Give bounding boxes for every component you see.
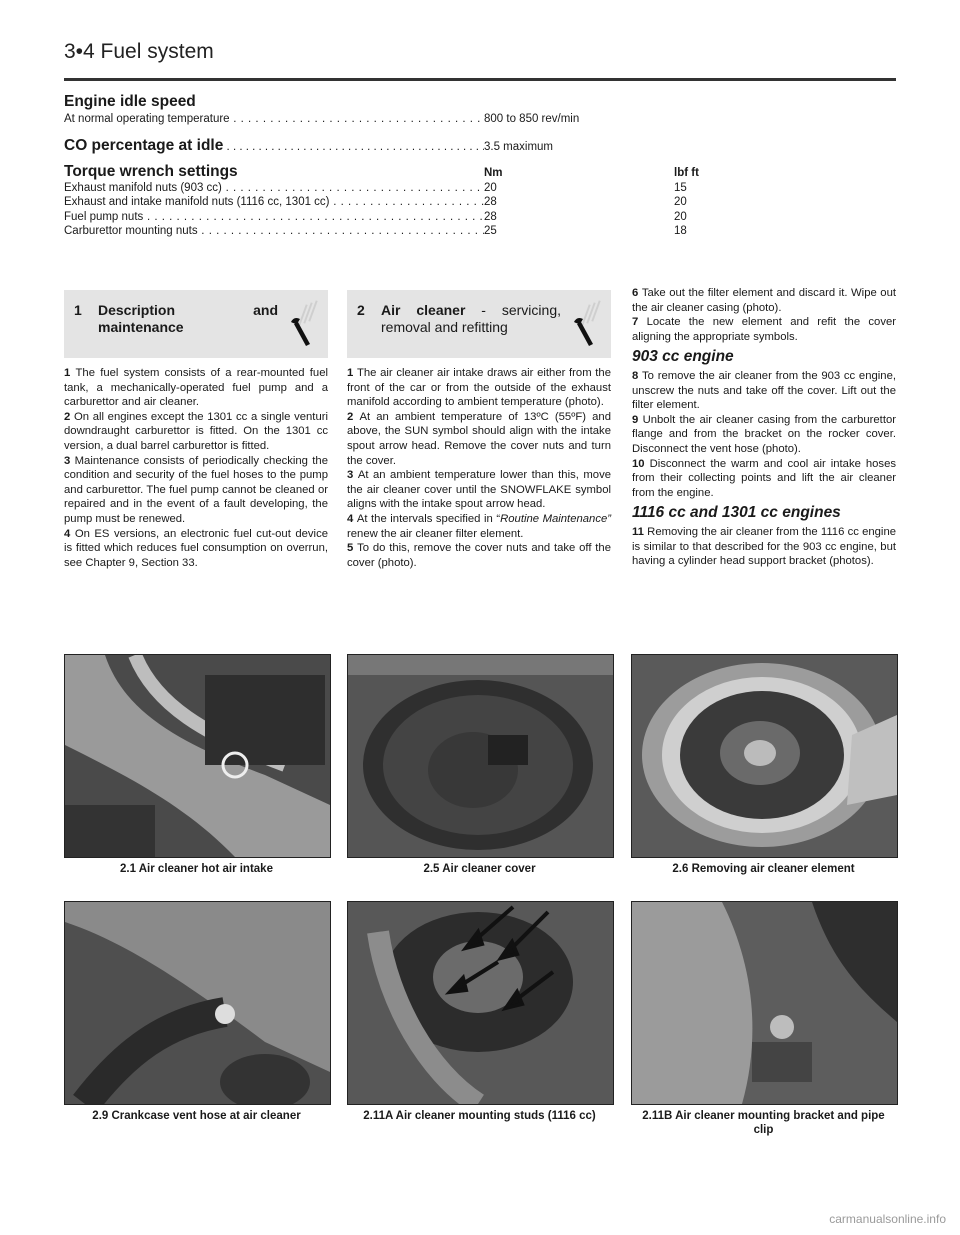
section-number: 2 bbox=[357, 302, 365, 318]
torque-lbf: 20 bbox=[674, 196, 687, 208]
photo-caption: 2.6 Removing air cleaner element bbox=[672, 863, 855, 875]
torque-heading: Torque wrench settings bbox=[64, 162, 238, 180]
photo-hot-air-intake bbox=[64, 654, 331, 858]
photo-caption: 2.1 Air cleaner hot air intake bbox=[120, 863, 273, 875]
torque-label: Fuel pump nuts . . . bbox=[64, 210, 484, 225]
photo-caption: 2.5 Air cleaner cover bbox=[423, 863, 536, 875]
torque-label: Exhaust and intake manifold nuts (1116 cc, 1301 cc) . . . bbox=[64, 195, 484, 210]
photo-crankcase-vent-hose bbox=[64, 901, 331, 1105]
column-1 bbox=[64, 290, 328, 570]
subheading-903: 903 cc engine bbox=[632, 348, 734, 366]
header-rule bbox=[64, 78, 896, 81]
torque-row bbox=[64, 210, 896, 225]
torque-nm: 25 bbox=[484, 225, 497, 237]
spec-label: At normal operating temperature . . . bbox=[64, 112, 484, 127]
torque-row bbox=[64, 181, 896, 196]
photo-caption: 2.11B Air cleaner mounting bracket and pipe clip bbox=[642, 1110, 885, 1136]
spec-row bbox=[64, 112, 896, 127]
paragraph: 1 The fuel system consists of a rear-mounted fuel tank, a mechanically-operated fuel pump and a carburettor and air cleaner. bbox=[64, 367, 329, 409]
paragraph: 3 At an ambient temperature lower than this, move the air cleaner cover until the SNOWFLAKE symbol aligns with the intake spout arrow head. bbox=[347, 469, 612, 511]
photo-mounting-bracket bbox=[631, 901, 898, 1105]
section-1-header bbox=[64, 290, 328, 358]
paragraph: 4 On ES versions, an electronic fuel cut-out device is fitted which reduces fuel consumption on overrun, see Chapter 9, Section 33. bbox=[64, 527, 329, 569]
photo-air-cleaner-cover bbox=[347, 654, 614, 858]
torque-label: Exhaust manifold nuts (903 cc) . . . bbox=[64, 181, 484, 196]
torque-header bbox=[64, 163, 896, 181]
torque-row bbox=[64, 195, 896, 210]
page-header: 3•4 Fuel system bbox=[64, 40, 214, 63]
torque-col-lbf: lbf ft bbox=[674, 166, 699, 179]
co-value: 3.5 maximum bbox=[484, 140, 554, 153]
watermark: carmanualsonline.info bbox=[829, 1212, 946, 1226]
co-heading: CO percentage at idle bbox=[64, 136, 224, 154]
section-title: Description and maintenance bbox=[98, 302, 278, 335]
spec-value: 800 to 850 rev/min bbox=[484, 113, 580, 125]
paragraph: 10 Disconnect the warm and cool air intake hoses from their collecting points and lift the air cleaner from the engine. bbox=[632, 457, 897, 499]
torque-lbf: 20 bbox=[674, 210, 687, 223]
co-row bbox=[64, 137, 896, 155]
torque-col-nm: Nm bbox=[484, 166, 503, 179]
torque-nm: 28 bbox=[484, 210, 497, 223]
specifications bbox=[64, 92, 896, 239]
section-number: 1 bbox=[74, 302, 82, 318]
difficulty-wrench-icon bbox=[571, 298, 601, 350]
section-2-header bbox=[347, 290, 611, 358]
photo-removing-element bbox=[631, 654, 898, 858]
torque-lbf: 18 bbox=[674, 225, 687, 237]
paragraph: 9 Unbolt the air cleaner casing from the carburettor flange and from the bracket on the rocker cover. Disconnect the vent hose (photo). bbox=[632, 413, 897, 455]
paragraph: 2 On all engines except the 1301 cc a single venturi downdraught carburettor is fitted. On the 1301 cc version, a dual barrel carburettor is fitted. bbox=[64, 410, 328, 452]
torque-lbf: 15 bbox=[674, 181, 687, 194]
torque-nm: 20 bbox=[484, 181, 497, 194]
paragraph: 4 At the intervals specified in “Routine Maintenance” renew the air cleaner filter element. bbox=[347, 512, 612, 540]
paragraph: 11 Removing the air cleaner from the 1116 cc engine is similar to that described for the 903 cc engine, but having a cylinder head support bracket (photos). bbox=[632, 525, 897, 568]
paragraph: 8 To remove the air cleaner from the 903 cc engine, unscrew the nuts and take off the cover. Lift out the filter element. bbox=[632, 369, 896, 412]
photo-mounting-studs bbox=[347, 901, 614, 1105]
paragraph: 3 Maintenance consists of periodically checking the condition and security of the fuel hoses to the pump and carburettor. The fuel pump cannot be cleaned or repaired and in the event of a fault developing, the pump must be renewed. bbox=[64, 454, 329, 525]
paragraph: 5 To do this, remove the cover nuts and take off the cover (photo). bbox=[347, 542, 611, 569]
photo-caption: 2.11A Air cleaner mounting studs (1116 cc) bbox=[363, 1110, 596, 1122]
co-label bbox=[64, 137, 484, 155]
torque-row bbox=[64, 224, 896, 239]
paragraph: 7 Locate the new element and refit the cover aligning the appropriate symbols. bbox=[632, 316, 897, 343]
paragraph: 1 The air cleaner air intake draws air either from the front of the car or from the outside of the exhaust manifold according to ambient temperature (photo). bbox=[347, 367, 612, 409]
torque-label: Carburettor mounting nuts . . . bbox=[64, 224, 484, 239]
subheading-1116: 1116 cc and 1301 cc engines bbox=[632, 504, 841, 522]
paragraph: 2 At an ambient temperature of 13ºC (55ºF) and above, the SUN symbol should align with the intake spout arrow head. Remove the cover nuts and turn the cover. bbox=[347, 410, 611, 467]
difficulty-wrench-icon bbox=[288, 298, 318, 350]
photo-caption: 2.9 Crankcase vent hose at air cleaner bbox=[92, 1110, 301, 1122]
column-2 bbox=[347, 290, 611, 570]
column-3 bbox=[632, 286, 896, 569]
torque-nm: 28 bbox=[484, 196, 497, 208]
section-title: Air cleaner - servicing, removal and refitting bbox=[381, 302, 561, 335]
idle-speed-heading: Engine idle speed bbox=[64, 93, 196, 110]
paragraph: 6 Take out the filter element and discard it. Wipe out the air cleaner casing (photo). bbox=[632, 287, 897, 314]
